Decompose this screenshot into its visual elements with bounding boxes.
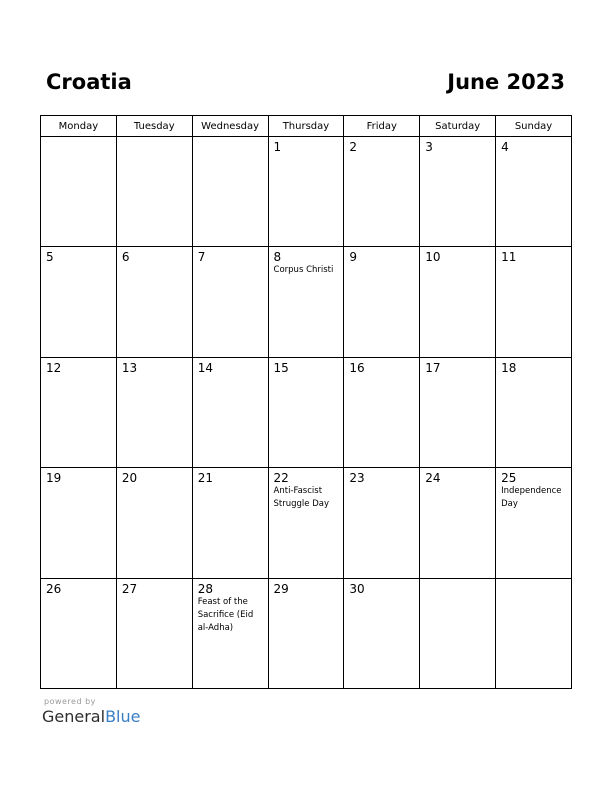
day-cell [41,357,117,467]
weekday-monday: Monday [41,116,117,137]
day-number: 18 [501,360,517,375]
country-title: Croatia [46,70,132,94]
brand-part-general: General [42,707,106,726]
day-cell [116,247,192,357]
day-number: 20 [121,471,138,486]
day-cell [496,137,572,247]
day-cell [41,578,117,688]
day-cell [420,357,496,467]
day-cell [496,578,572,688]
day-cell [116,468,192,578]
day-cell [116,578,192,688]
week-row [41,468,572,578]
day-number: 9 [349,250,358,265]
day-cell [268,137,344,247]
weekday-friday: Friday [344,116,420,137]
day-number: 21 [197,471,213,486]
day-number: 22 [273,471,289,486]
day-cell [41,247,117,357]
weekday-tuesday: Tuesday [116,116,192,137]
day-number: 4 [501,140,509,154]
day-cell [496,357,572,467]
day-number: 27 [121,581,138,596]
day-cell [116,357,192,467]
weekday-saturday: Saturday [420,116,496,137]
day-number: 19 [46,471,62,486]
day-cell [268,468,344,578]
day-cell [192,578,268,688]
week-row [41,137,572,247]
day-number: 30 [349,581,365,596]
day-number: 3 [425,140,433,154]
day-number: 16 [349,360,365,375]
day-cell [116,137,192,247]
day-number: 1 [273,140,282,154]
generalblue-logo [42,707,140,726]
day-number: 28 [197,581,213,596]
day-number: 25 [501,471,517,486]
day-number: 12 [46,360,62,375]
day-number: 14 [197,360,213,375]
day-number: 6 [121,250,130,265]
day-cell [496,468,572,578]
weekday-header-row [41,116,572,137]
day-number: 17 [425,360,441,375]
day-cell [192,468,268,578]
day-number: 24 [425,471,441,486]
weekday-thursday: Thursday [268,116,344,137]
day-number: 5 [46,250,54,265]
weekday-wednesday: Wednesday [192,116,268,137]
day-number: 15 [273,360,289,375]
day-number: 10 [425,250,441,265]
day-cell [344,578,420,688]
day-cell [420,137,496,247]
week-row [41,357,572,467]
day-cell [268,578,344,688]
week-row [41,578,572,688]
day-number: 13 [121,360,138,375]
day-cell [344,468,420,578]
holiday-label: Feast of the Sacrifice (Eid al-Adha) [197,596,254,633]
day-cell [420,468,496,578]
day-cell [420,578,496,688]
day-cell [344,137,420,247]
day-number: 29 [273,581,289,596]
calendar-grid [40,115,572,689]
holiday-label: Anti-Fascist Struggle Day [273,486,330,510]
day-number: 26 [46,581,62,596]
day-cell [192,137,268,247]
day-cell [41,137,117,247]
weekday-sunday: Sunday [496,116,572,137]
holiday-label: Independence Day [501,486,562,510]
powered-by-label: powered by [44,697,96,706]
brand-part-blue: Blue [105,707,141,726]
day-cell [41,468,117,578]
day-cell [192,357,268,467]
month-year-title: June 2023 [447,70,565,94]
day-cell [344,247,420,357]
day-number: 8 [273,250,282,265]
day-cell [192,247,268,357]
day-cell [496,247,572,357]
day-cell [268,357,344,467]
day-number: 23 [349,471,365,486]
day-cell [268,247,344,357]
day-number: 7 [197,250,206,265]
week-row [41,247,572,357]
day-number: 2 [349,140,358,154]
day-number: 11 [501,250,517,265]
day-cell [420,247,496,357]
day-cell [344,357,420,467]
holiday-label: Corpus Christi [273,265,334,276]
